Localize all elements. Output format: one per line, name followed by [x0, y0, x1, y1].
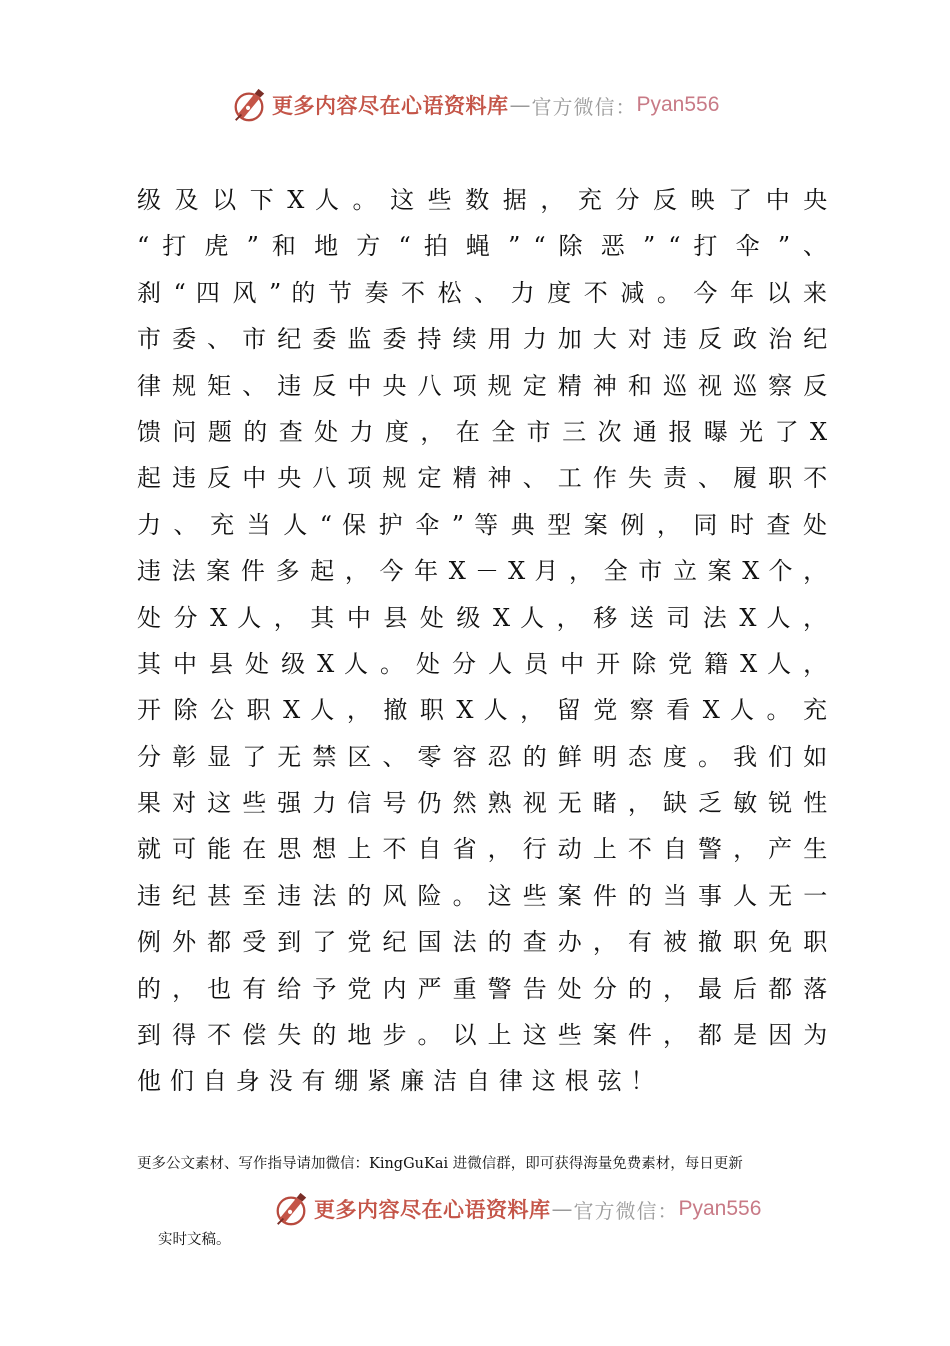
document-body	[137, 177, 827, 1105]
body-line: “ 打 虎 ” 和 地 方 “ 拍 蝇 ” “ 除 恶 ” “ 打 伞 ” 、	[137, 232, 828, 261]
body-line: 的 ， 也 有 给 予 党 内 严 重 警 告 处 分 的 ， 最 后 都 落	[137, 974, 828, 1003]
body-line: 就 可 能 在 思 想 上 不 自 省 ， 行 动 上 不 自 警 ， 产 生	[137, 835, 828, 864]
watermark-contact-id: Pyan556	[636, 93, 720, 116]
body-line: 违 纪 甚 至 违 法 的 风 险 。 这 些 案 件 的 当 事 人 无 一	[137, 881, 828, 910]
watermark-dash: —	[509, 93, 531, 117]
watermark-footer	[272, 1190, 761, 1228]
body-line: 违 法 案 件 多 起 ， 今 年 X － X 月 ， 全 市 立 案 X 个 ，	[137, 557, 828, 586]
footer-note: 更多公文素材、写作指导请加微信：KingGuKai 进微信群，即可获得海量免费素材，每日更新	[137, 1156, 743, 1172]
body-line: 处 分 X 人 ， 其 中 县 处 级 X 人 ， 移 送 司 法 X 人 ，	[137, 603, 828, 632]
body-line: 起 违 反 中 央 八 项 规 定 精 神 、 工 作 失 责 、 履 职 不	[137, 464, 828, 493]
body-line: 例 外 都 受 到 了 党 纪 国 法 的 查 办 ， 有 被 撤 职 免 职	[137, 928, 828, 957]
body-line: 果 对 这 些 强 力 信 号 仍 然 熟 视 无 睹 ， 缺 乏 敏 锐 性	[137, 789, 828, 818]
body-line: 其 中 县 处 级 X 人 。 处 分 人 员 中 开 除 党 籍 X 人 ，	[137, 649, 828, 678]
body-line: 馈 问 题 的 查 处 力 度 ， 在 全 市 三 次 通 报 曝 光 了 X	[137, 417, 828, 446]
body-line: 到 得 不 偿 失 的 地 步 。 以 上 这 些 案 件 ， 都 是 因 为	[137, 1021, 828, 1050]
body-line: 刹 “ 四 风 ” 的 节 奏 不 松 、 力 度 不 减 。 今 年 以 来	[137, 278, 828, 307]
body-line: 开 除 公 职 X 人 ， 撤 职 X 人 ， 留 党 察 看 X 人 。 充	[137, 696, 828, 725]
watermark-title: 更多内容尽在心语资料库	[314, 1198, 551, 1222]
watermark-dash: —	[551, 1197, 573, 1221]
watermark-header	[230, 86, 719, 124]
pen-nib-logo-icon	[230, 86, 268, 124]
body-line: 力 、 充 当 人 “ 保 护 伞 ” 等 典 型 案 例 ， 同 时 查 处	[137, 510, 828, 539]
watermark-contact-id: Pyan556	[678, 1197, 762, 1220]
body-line-last: 他们自身没有绷紧廉洁自律这根弦！	[137, 1067, 664, 1096]
watermark-contact-label: 官方微信：	[531, 94, 637, 119]
body-line: 市 委 、 市 纪 委 监 委 持 续 用 力 加 大 对 违 反 政 治 纪	[137, 325, 828, 354]
pen-nib-logo-icon	[272, 1190, 310, 1228]
watermark-contact-label: 官方微信：	[573, 1198, 679, 1223]
body-line: 分 彰 显 了 无 禁 区 、 零 容 忍 的 鲜 明 态 度 。 我 们 如	[137, 742, 828, 771]
watermark-title: 更多内容尽在心语资料库	[272, 94, 509, 118]
footer-note-continuation: 实时文稿。	[158, 1232, 231, 1248]
body-line: 律 规 矩 、 违 反 中 央 八 项 规 定 精 神 和 巡 视 巡 察 反	[137, 371, 828, 400]
body-line: 级 及 以 下 X 人 。 这 些 数 据 ， 充 分 反 映 了 中 央	[137, 186, 828, 214]
